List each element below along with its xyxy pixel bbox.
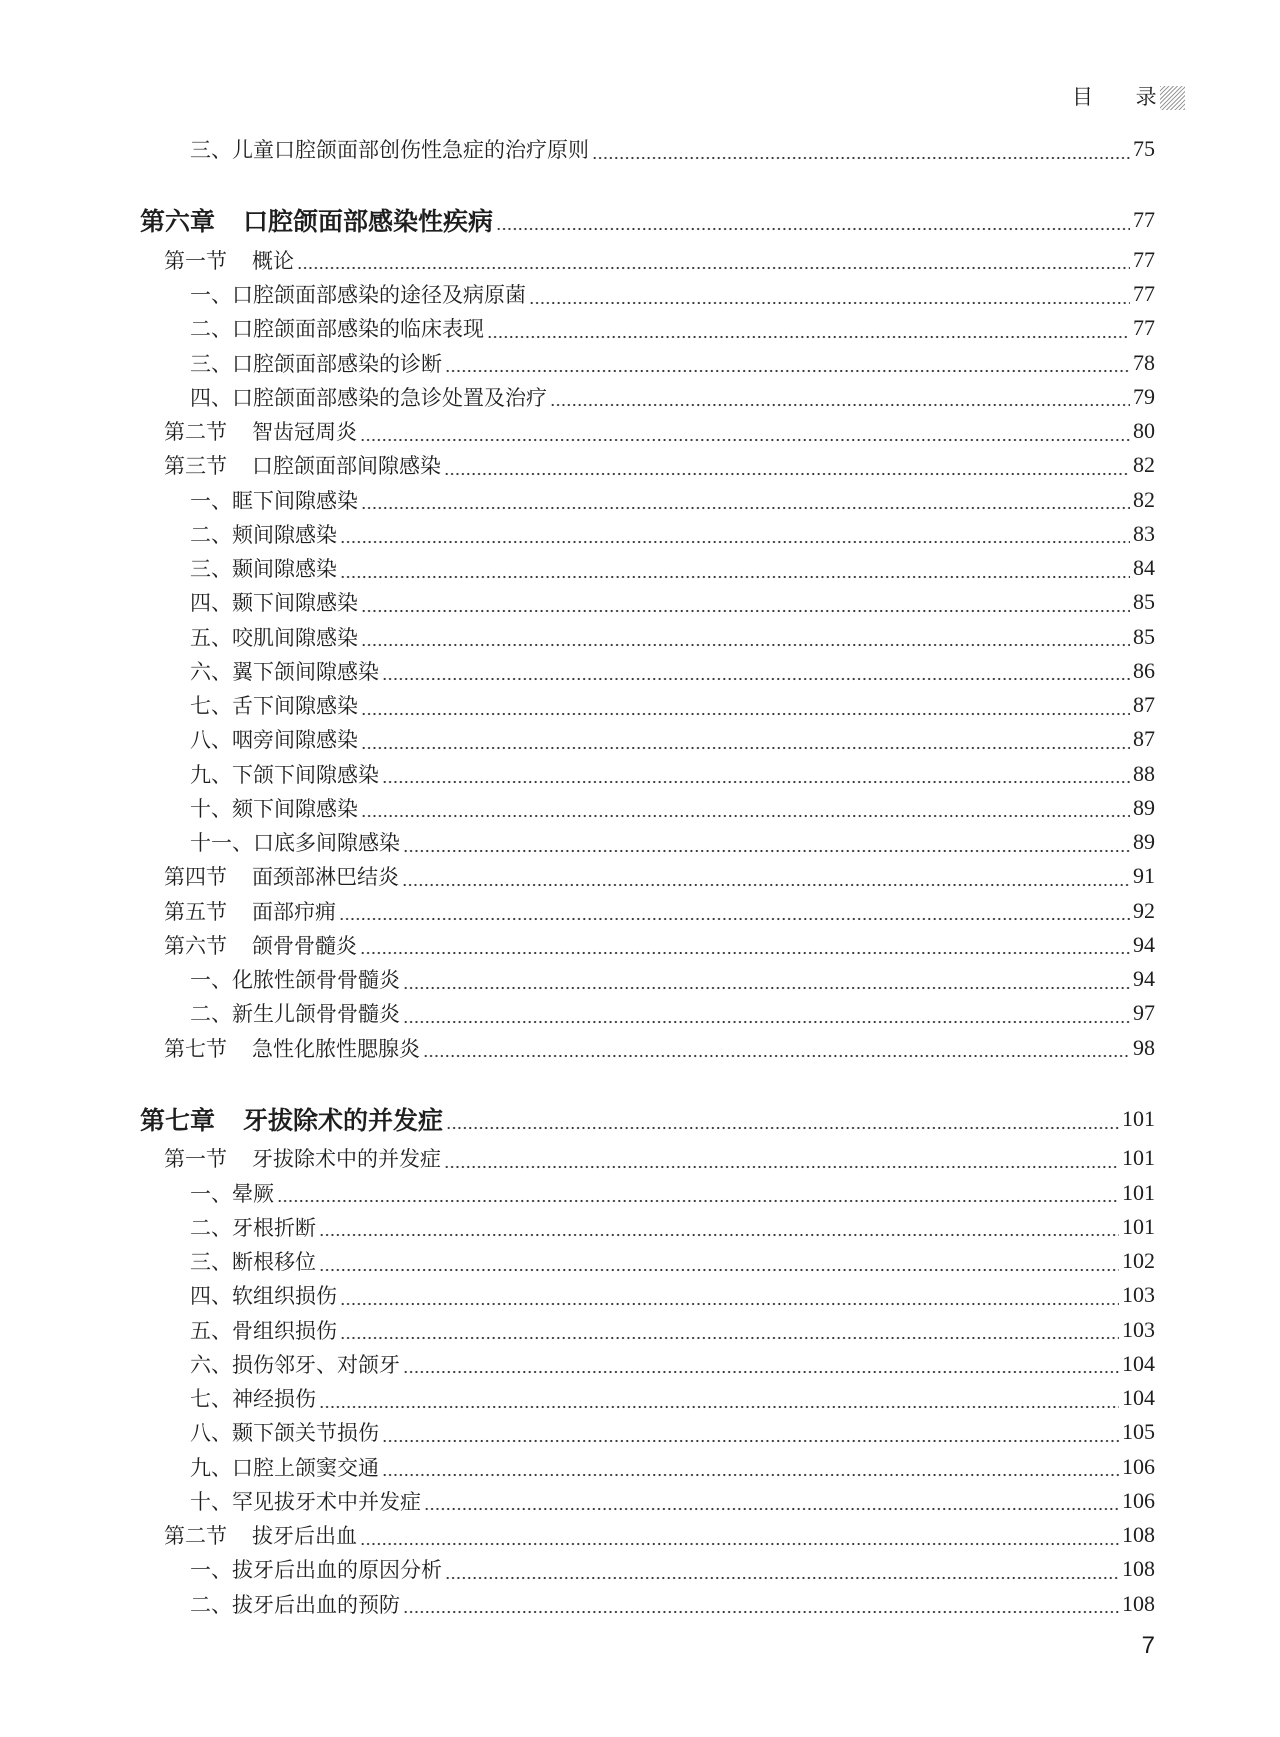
toc-item-title: 十、颏下间隙感染 <box>190 796 358 821</box>
toc-page-number: 106 <box>1122 1487 1155 1513</box>
toc-page-number: 108 <box>1122 1556 1155 1582</box>
toc-section-title: 急性化脓性腮腺炎 <box>252 1036 420 1061</box>
dot-leader <box>340 558 1130 579</box>
toc-item-title: 六、翼下颌间隙感染 <box>190 659 379 684</box>
toc-section-title: 牙拔除术中的并发症 <box>252 1147 441 1172</box>
dot-leader <box>361 729 1130 750</box>
toc-item-entry <box>0 517 1280 551</box>
toc-chapter-label: 第七章 <box>140 1105 216 1135</box>
toc-item-entry <box>0 551 1280 585</box>
dot-leader <box>360 934 1130 955</box>
toc-section-title: 颌骨骨髓炎 <box>252 933 357 958</box>
header-hatch-decoration <box>1160 86 1185 110</box>
toc-item-entry <box>0 277 1280 311</box>
toc-item-entry <box>0 311 1280 345</box>
dot-leader <box>340 1319 1119 1340</box>
dot-leader <box>444 455 1130 476</box>
dot-leader <box>403 969 1130 990</box>
toc-page-number: 103 <box>1122 1316 1155 1342</box>
dot-leader <box>340 1285 1119 1306</box>
toc-item-title: 三、颞间隙感染 <box>190 557 337 582</box>
toc-item-title: 二、拔牙后出血的预防 <box>190 1592 400 1617</box>
dot-leader <box>529 284 1130 305</box>
toc-page-number: 77 <box>1133 246 1155 272</box>
toc-item-entry <box>0 1552 1280 1586</box>
dot-leader <box>277 1182 1119 1203</box>
toc-page-number: 88 <box>1133 760 1155 786</box>
dot-leader <box>340 523 1130 544</box>
toc-item-title: 一、晕厥 <box>190 1181 274 1206</box>
toc-chapter-title: 口腔颌面部感染性疾病 <box>243 207 494 237</box>
toc-section-label: 第二节 <box>164 1524 227 1549</box>
toc-item-entry <box>0 1347 1280 1381</box>
toc-item-title: 三、儿童口腔颌面部创伤性急症的治疗原则 <box>190 138 589 163</box>
toc-page-number: 87 <box>1133 692 1155 718</box>
toc-item-entry <box>0 1313 1280 1347</box>
toc-item-title: 五、咬肌间隙感染 <box>190 625 358 650</box>
toc-chapter-title: 牙拔除术的并发症 <box>243 1105 444 1135</box>
toc-section-entry <box>0 1141 1280 1175</box>
dot-leader <box>319 1216 1119 1237</box>
toc-item-title: 二、牙根折断 <box>190 1215 316 1240</box>
toc-page-number: 101 <box>1122 1179 1155 1205</box>
toc-section-entry <box>0 1031 1280 1065</box>
toc-item-entry <box>0 1278 1280 1312</box>
toc-page-number: 80 <box>1133 418 1155 444</box>
toc-item-title: 九、下颌下间隙感染 <box>190 762 379 787</box>
dot-leader <box>319 1251 1119 1272</box>
toc-page-number: 104 <box>1122 1385 1155 1411</box>
toc-item-title: 一、口腔颌面部感染的途径及病原菌 <box>190 283 526 308</box>
toc-item-entry <box>0 688 1280 722</box>
toc-item-title: 九、口腔上颌窦交通 <box>190 1455 379 1480</box>
toc-item-title: 四、颞下间隙感染 <box>190 591 358 616</box>
toc-section-title: 智齿冠周炎 <box>252 420 357 445</box>
dot-leader <box>445 1559 1119 1580</box>
toc-item-title: 二、颊间隙感染 <box>190 522 337 547</box>
toc-item-title: 三、口腔颌面部感染的诊断 <box>190 351 442 376</box>
toc-page-number: 82 <box>1133 486 1155 512</box>
toc-item-entry <box>0 722 1280 756</box>
dot-leader <box>361 489 1130 510</box>
toc-chapter-entry <box>0 201 1280 239</box>
toc-item-entry <box>0 620 1280 654</box>
dot-leader <box>382 1422 1119 1443</box>
toc-chapter-label: 第六章 <box>140 207 216 237</box>
toc-page-number: 92 <box>1133 897 1155 923</box>
toc-item-entry <box>0 791 1280 825</box>
toc-item-title: 八、咽旁间隙感染 <box>190 728 358 753</box>
toc-page-number: 108 <box>1122 1590 1155 1616</box>
dot-leader <box>361 592 1130 613</box>
toc-item-entry <box>0 1450 1280 1484</box>
toc-section-entry <box>0 1518 1280 1552</box>
toc-section-entry <box>0 928 1280 962</box>
toc-page-number: 79 <box>1133 383 1155 409</box>
dot-leader <box>319 1388 1119 1409</box>
dot-leader <box>403 832 1130 853</box>
toc-page-number: 89 <box>1133 794 1155 820</box>
dot-leader <box>402 866 1130 887</box>
toc-section-label: 第五节 <box>164 899 227 924</box>
toc-item-entry <box>0 962 1280 996</box>
table-of-contents <box>0 132 1280 1621</box>
toc-page-number: 105 <box>1122 1419 1155 1445</box>
toc-item-title: 一、眶下间隙感染 <box>190 488 358 513</box>
toc-item-entry <box>0 1244 1280 1278</box>
toc-section-entry <box>0 243 1280 277</box>
dot-leader <box>423 1037 1130 1058</box>
toc-item-entry <box>0 654 1280 688</box>
toc-page-number: 84 <box>1133 555 1155 581</box>
toc-item-title: 三、断根移位 <box>190 1250 316 1275</box>
toc-page-number: 75 <box>1133 136 1155 162</box>
dot-leader <box>445 352 1130 373</box>
toc-page-number: 98 <box>1133 1034 1155 1060</box>
toc-item-title: 二、新生儿颌骨骨髓炎 <box>190 1002 400 1027</box>
dot-leader <box>297 249 1130 270</box>
toc-item-title: 六、损伤邻牙、对颌牙 <box>190 1352 400 1377</box>
toc-item-title: 十、罕见拔牙术中并发症 <box>190 1489 421 1514</box>
toc-page-number: 94 <box>1133 931 1155 957</box>
toc-item-entry <box>0 757 1280 791</box>
toc-page-number: 102 <box>1122 1248 1155 1274</box>
toc-item-entry <box>0 380 1280 414</box>
toc-item-title: 七、神经损伤 <box>190 1387 316 1412</box>
toc-page-number: 104 <box>1122 1350 1155 1376</box>
toc-section-entry <box>0 414 1280 448</box>
toc-page-number: 83 <box>1133 520 1155 546</box>
toc-page-number: 77 <box>1133 207 1155 233</box>
dot-leader <box>446 1108 1119 1130</box>
toc-section-label: 第三节 <box>164 454 227 479</box>
toc-item-entry <box>0 1484 1280 1518</box>
toc-item-title: 一、化脓性颌骨骨髓炎 <box>190 968 400 993</box>
toc-page-number: 108 <box>1122 1522 1155 1548</box>
dot-leader <box>382 1456 1119 1477</box>
toc-page-number: 97 <box>1133 1000 1155 1026</box>
toc-section-label: 第一节 <box>164 248 227 273</box>
toc-section-label: 第二节 <box>164 420 227 445</box>
toc-page-number: 78 <box>1133 349 1155 375</box>
toc-page-number: 85 <box>1133 589 1155 615</box>
toc-page-number: 77 <box>1133 281 1155 307</box>
toc-page-number: 89 <box>1133 829 1155 855</box>
dot-leader <box>339 900 1130 921</box>
toc-page-number: 101 <box>1122 1105 1155 1131</box>
toc-section-entry <box>0 894 1280 928</box>
toc-chapter-entry <box>0 1100 1280 1138</box>
toc-page-number: 101 <box>1122 1145 1155 1171</box>
toc-page-number: 91 <box>1133 863 1155 889</box>
toc-page-number: 85 <box>1133 623 1155 649</box>
toc-page-number: 103 <box>1122 1282 1155 1308</box>
dot-leader <box>360 421 1130 442</box>
toc-item-entry <box>0 483 1280 517</box>
page-number: 7 <box>1141 1632 1155 1659</box>
toc-item-title: 八、颞下颌关节损伤 <box>190 1421 379 1446</box>
toc-item-title: 五、骨组织损伤 <box>190 1318 337 1343</box>
toc-page-number: 94 <box>1133 966 1155 992</box>
toc-item-entry <box>0 585 1280 619</box>
toc-item-entry <box>0 1415 1280 1449</box>
toc-page-number: 101 <box>1122 1213 1155 1239</box>
dot-leader <box>360 1525 1119 1546</box>
toc-page-number: 86 <box>1133 657 1155 683</box>
toc-section-title: 面颈部淋巴结炎 <box>252 865 399 890</box>
toc-section-label: 第一节 <box>164 1147 227 1172</box>
dot-leader <box>550 386 1130 407</box>
dot-leader <box>592 139 1130 160</box>
toc-section-title: 面部疖痈 <box>252 899 336 924</box>
toc-section-label: 第六节 <box>164 933 227 958</box>
toc-item-entry <box>0 1176 1280 1210</box>
toc-section-title: 口腔颌面部间隙感染 <box>252 454 441 479</box>
toc-section-entry <box>0 448 1280 482</box>
toc-item-title: 七、舌下间隙感染 <box>190 694 358 719</box>
dot-leader <box>361 695 1130 716</box>
dot-leader <box>444 1148 1119 1169</box>
toc-item-entry <box>0 1210 1280 1244</box>
toc-item-title: 二、口腔颌面部感染的临床表现 <box>190 317 484 342</box>
dot-leader <box>403 1593 1119 1614</box>
toc-item-title: 十一、口底多间隙感染 <box>190 831 400 856</box>
toc-item-title: 一、拔牙后出血的原因分析 <box>190 1558 442 1583</box>
dot-leader <box>403 1003 1130 1024</box>
toc-section-entry <box>0 859 1280 893</box>
toc-item-entry <box>0 825 1280 859</box>
toc-section-title: 概论 <box>252 248 294 273</box>
toc-item-entry <box>0 132 1280 166</box>
toc-item-entry <box>0 1381 1280 1415</box>
toc-section-title: 拔牙后出血 <box>252 1524 357 1549</box>
toc-section-label: 第七节 <box>164 1036 227 1061</box>
toc-item-title: 四、口腔颌面部感染的急诊处置及治疗 <box>190 385 547 410</box>
toc-item-title: 四、软组织损伤 <box>190 1284 337 1309</box>
dot-leader <box>496 209 1130 231</box>
toc-page-number: 106 <box>1122 1453 1155 1479</box>
toc-item-entry <box>0 346 1280 380</box>
toc-page-number: 77 <box>1133 315 1155 341</box>
dot-leader <box>487 318 1130 339</box>
dot-leader <box>403 1353 1119 1374</box>
toc-page-number: 87 <box>1133 726 1155 752</box>
dot-leader <box>382 763 1130 784</box>
toc-item-entry <box>0 1587 1280 1621</box>
dot-leader <box>361 626 1130 647</box>
toc-item-entry <box>0 996 1280 1030</box>
toc-section-label: 第四节 <box>164 865 227 890</box>
dot-leader <box>382 660 1130 681</box>
dot-leader <box>361 797 1130 818</box>
toc-page-number: 82 <box>1133 452 1155 478</box>
dot-leader <box>424 1490 1119 1511</box>
running-header-title: 目 录 <box>1072 85 1157 109</box>
